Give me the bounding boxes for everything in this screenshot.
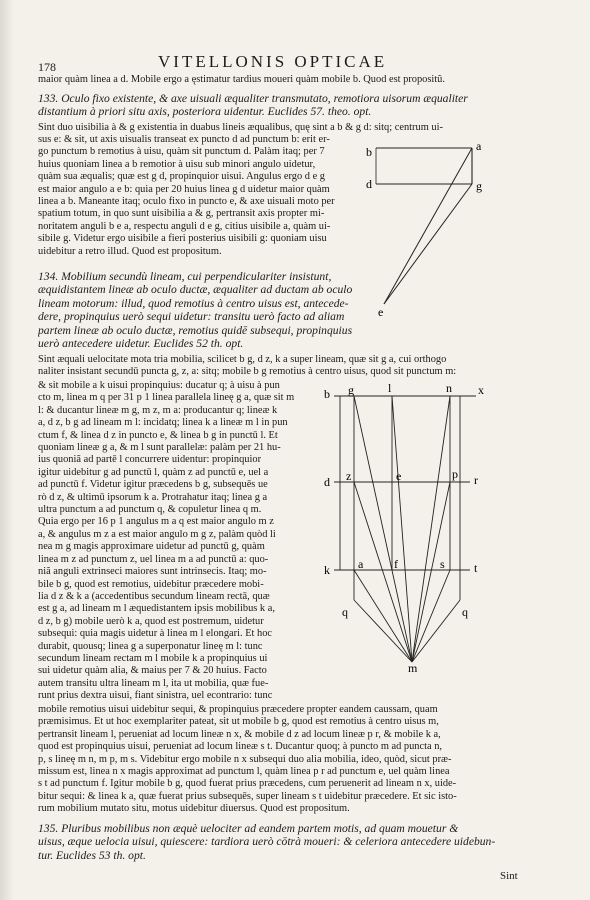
label-x: x bbox=[478, 383, 484, 397]
label-z: z bbox=[346, 469, 352, 483]
text-line: runt prius dextra uisui, fiant sinistra, uel econtrario: tunc bbox=[38, 690, 273, 702]
text-line: uisus, æque uelocia uisui, quiescere: tardiora uerò cōtrà moueri: & celeriora antecedere uidebun- bbox=[38, 835, 496, 849]
text-line: præmisimus. Et ut hoc exemplariter pateat, sit ut mobile b g, quod est remotius à centro uisus m, bbox=[38, 716, 439, 728]
text-line: quàm sua æqualis; quæ est g d, propinquior uisui. Angulus ergo d e g bbox=[38, 171, 325, 183]
figure-133-diagram bbox=[362, 138, 512, 318]
proposition-134-heading bbox=[38, 270, 358, 350]
text-line: sus e: & sit, ut axis uisualis transeat ex puncto d ad punctum b: erit er- bbox=[38, 134, 330, 145]
text-line: Sint æquali uelocitate mota tria mobilia, scilicet b g, d z, k a super lineam, quæ sit g a, cui orthogo bbox=[38, 354, 447, 365]
text-line: mobile remotius uisui uidebitur sequi, & propinquius præcedere propter eandem caussam, quam bbox=[38, 704, 438, 715]
text-line: missum est, linea n x magis approximat ad punctum l, quàm linea p r ad punctum e, uel quàm linea bbox=[38, 766, 450, 778]
text-line: 135. Pluribus mobilibus non æquè uelociter ad eandem partem motis, ad quam mouetur & bbox=[38, 822, 459, 835]
text-line: bile b g, quod est remotius, uidebitur præcedere mobi- bbox=[38, 578, 264, 590]
text-line: rò d z, & ultimū ipsorum k a. Protrahatur itaq; linea g a bbox=[38, 491, 268, 503]
text-line: linea m z ad punctum z, uel linea m a ad punctū a: quo- bbox=[38, 553, 269, 565]
catchword: Sint bbox=[500, 870, 518, 882]
text-line: uerò antecedere uidetur. Euclides 52 th. opt. bbox=[38, 337, 244, 351]
proposition-134-body-intro bbox=[38, 354, 554, 379]
proposition-134-body-end bbox=[38, 704, 554, 816]
text-line: cto m, linea m q per 31 p 1 linea parallela lineę g a, quæ sit m bbox=[38, 392, 295, 404]
label-b: b bbox=[366, 145, 372, 159]
text-line: linea a b. Maneante itaq; oculo fixo in puncto e, & axe uisuali moto per bbox=[38, 196, 335, 208]
text-line: ad punctū f. Videtur igitur præcedens b g, subsequēs ue bbox=[38, 479, 268, 491]
label-t: t bbox=[474, 561, 478, 575]
text-line: subsequi: quia magis uidetur à linea m l elongari. Et hoc bbox=[38, 628, 273, 640]
intro-text bbox=[38, 74, 554, 86]
label-l: l bbox=[388, 382, 392, 395]
text-line: a, d z, b g ad lineam m l: incidatq; linea k a lineæ m l in pun bbox=[38, 417, 288, 429]
proposition-133-body-column bbox=[38, 134, 356, 258]
label-b: b bbox=[324, 387, 330, 401]
label-g: g bbox=[348, 383, 354, 397]
text-line: rum mobilium mutato situ, motus uidebitur diuersus. Quod est propositum. bbox=[38, 803, 350, 815]
label-s: s bbox=[440, 557, 445, 571]
text-line: secundum lineam rectam m l mobile k a propinquius ui bbox=[38, 652, 268, 664]
text-line: maior quàm linea a d. Mobile ergo a ęstimatur tardius moueri quàm mobile b. Quod est propositũ. bbox=[38, 74, 445, 85]
text-line: uidebitur a retro illud. Quod est propositum. bbox=[38, 245, 222, 257]
label-d: d bbox=[366, 177, 372, 191]
label-k: k bbox=[324, 563, 330, 577]
text-line: go punctum b remotius à uisu, quàm sit punctum d. Palàm itaq; per 7 bbox=[38, 146, 325, 158]
running-head bbox=[38, 52, 568, 72]
label-a: a bbox=[476, 139, 482, 153]
text-line: partem lineæ ab oculo ductæ, remotius quidē subsequi, propinquius bbox=[38, 323, 353, 337]
text-line: huius quoniam linea a b remotior à uisu sub minori angulo uidetur, bbox=[38, 158, 316, 170]
text-line: s t ad punctum f. Igitur mobile b g, quod fuerat prius præcedens, cum peruenerit ad lineam n x, uide- bbox=[38, 778, 457, 790]
label-g: g bbox=[476, 179, 482, 193]
label-d: d bbox=[324, 475, 330, 489]
proposition-135-heading bbox=[38, 822, 554, 862]
proposition-134-body-column bbox=[38, 380, 320, 703]
label-a: a bbox=[358, 557, 364, 571]
text-line: quod est propinquius uisui, perueniat ad locum lineæ s t. Ducantur quoq; à puncto m ad puncta n, bbox=[38, 741, 443, 753]
text-line: est g a, ad lineam m l æquedistantem ipsis mobilibus k a, bbox=[38, 603, 275, 615]
label-m: m bbox=[408, 661, 418, 672]
label-q-right: q bbox=[462, 605, 468, 619]
label-n: n bbox=[446, 382, 452, 395]
text-line: p, s lineę m n, m p, m s. Videbitur ergo mobile n x subsequi duo alia mobilia, ideo, quòd, sicut præ- bbox=[38, 753, 452, 765]
text-line: spatium totum, in quo sunt uisibilia a & g, pertransit axis propter mi- bbox=[38, 208, 325, 220]
proposition-133-heading bbox=[38, 92, 554, 119]
page-number: 178 bbox=[38, 60, 56, 74]
text-line: nea m g magis approximare uidetur ad punctū g, quàm bbox=[38, 541, 265, 553]
text-line: Sint duo uisibilia à & g existentia in duabus lineis æqualibus, quę sint a b & g d: sitq; centrum ui- bbox=[38, 122, 443, 133]
text-line: niã anguli extrinseci maiores sunt intrinsecis. Itaq; mo- bbox=[38, 566, 267, 578]
label-f: f bbox=[394, 557, 398, 571]
label-e: e bbox=[378, 305, 384, 318]
text-line: bitur sequi: & linea k a, quæ fuerat prius subsequēs, super lineam s t uidebitur præcedere. Et sic isto- bbox=[38, 790, 457, 802]
text-line: Quia ergo per 16 p 1 angulus m a q est maior angulo m z bbox=[38, 516, 274, 528]
running-title: VITELLONIS OPTICAE bbox=[158, 52, 388, 71]
text-line: l: & ducantur lineæ m g, m z, m a: producantur q; lineæ k bbox=[38, 404, 278, 416]
text-line: lia d z & k a (accedentibus secundum lineam rectā, quæ bbox=[38, 590, 270, 602]
proposition-133-body bbox=[38, 122, 554, 134]
figure-134-diagram bbox=[318, 382, 498, 672]
text-line: & sit mobile a k uisui propinquius: ducatur q; à uisu à pun bbox=[38, 380, 280, 391]
text-line: pertransit lineam l, perueniat ad locum lineæ n x, & mobile d z ad locum lineæ p r, & mobile k a, bbox=[38, 728, 441, 740]
text-line: sibile g. Videtur ergo uisibile a fieri posterius uisibili g: quoniam uisu bbox=[38, 233, 327, 245]
text-line: 134. Mobilium secundù lineam, cui perpendiculariter insistunt, bbox=[38, 270, 332, 283]
text-line: noritatem anguli b e a, respectu anguli d e g, citius uisibile a, quàm ui- bbox=[38, 220, 331, 232]
label-q-left: q bbox=[342, 605, 348, 619]
text-line: ultra punctum a ad punctum q, & copuletur linea q m. bbox=[38, 504, 262, 516]
text-line: tur. Euclides 53 th. opt. bbox=[38, 848, 146, 862]
text-line: ctum f, & linea d z in puncto e, & linea b g in punctū l. Et bbox=[38, 429, 278, 441]
text-line: lineam motorum: illud, quod remotius à centro uisus est, antecede- bbox=[38, 296, 349, 310]
text-line: ius quoniã ad partē l concurrere uidentur: propinquior bbox=[38, 454, 262, 466]
text-line: naliter insistant secundū puncta g, z, a: sitq; mobile b g remotius à centro uisus, quod sit punctum m: bbox=[38, 366, 457, 378]
text-line: durabit, quousq; linea g a superponatur lineę m l: tunc bbox=[38, 640, 263, 652]
text-line: quoniam lineæ g a, & m l sunt parallelæ: palàm per 21 hu- bbox=[38, 442, 281, 454]
page-gutter-shadow bbox=[0, 0, 14, 900]
text-line: est maior angulo a e b: quia per 20 huius linea g d uidetur maior quàm bbox=[38, 183, 330, 195]
text-line: æquidistantem lineæ ab oculo ductæ, æqualiter ad ductam ab oculo bbox=[38, 283, 353, 297]
label-r: r bbox=[474, 473, 478, 487]
text-line: sui uidetur quàm alia, & maius per 7 & 20 huius. Facto bbox=[38, 665, 267, 677]
text-line: dere, propinquius uerò sequi uidetur: transitu uerò facto ad aliam bbox=[38, 310, 345, 324]
label-p: p bbox=[452, 467, 458, 481]
text-line: igitur uidebitur g ad punctū l, quàm z ad punctū e, uel a bbox=[38, 466, 269, 478]
text-line: 133. Oculo fixo existente, & axe uisuali æqualiter transmutato, remotiora uisorum æqualiter bbox=[38, 92, 468, 105]
text-line: d z, b g) mobile uerò k a, quod est postremum, uidetur bbox=[38, 615, 264, 627]
text-line: a, & angulus m z a est maior angulo m g z, palàm quòd li bbox=[38, 528, 276, 540]
label-e: e bbox=[396, 469, 402, 483]
text-line: distantium à priori situ axis, posteriora uidentur. Euclides 57. theo. opt. bbox=[38, 105, 372, 119]
text-line: autem transitu ultra lineam m l, ita ut mobilia, quæ fue- bbox=[38, 677, 269, 689]
